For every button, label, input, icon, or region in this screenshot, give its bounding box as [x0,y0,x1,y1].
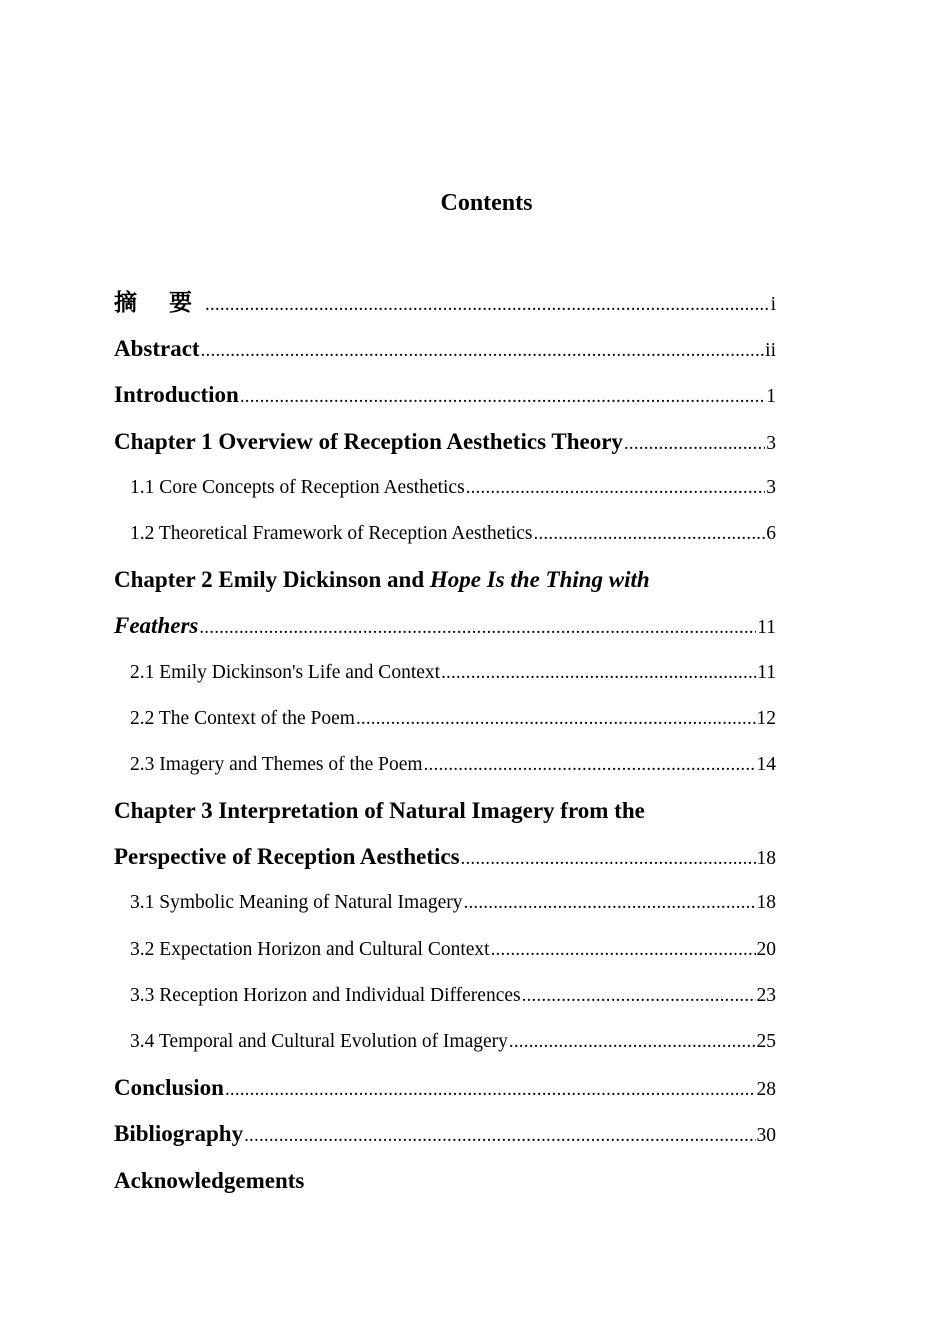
toc-entry-bibliography[interactable] [114,1111,776,1157]
toc-page-number: 25 [756,1031,776,1052]
toc-page-number: 3 [766,432,776,454]
toc-entry-abstract[interactable] [114,326,776,372]
toc-label: Chapter 1 Overview of Reception Aesthetics Theory [114,428,623,454]
dot-leader [199,605,756,649]
dot-leader [534,511,766,557]
toc-label: Chapter 3 Interpretation of Natural Imagery from the [114,798,645,824]
dot-leader [509,1019,756,1065]
toc-page-number: 3 [766,476,776,498]
toc-label: 3.4 Temporal and Cultural Evolution of Imagery [130,1031,508,1052]
page-title: Contents [440,190,533,216]
dot-leader [244,1113,755,1157]
toc-label: 2.1 Emily Dickinson's Life and Context [130,661,441,683]
dot-leader [240,374,765,418]
dot-leader [491,927,756,973]
toc-entry-section-3-3[interactable] [114,973,776,1019]
toc-page-number: 23 [756,984,776,1006]
dot-leader [356,696,756,742]
toc-entry-section-3-1[interactable] [114,880,776,926]
toc-entry-section-2-2[interactable] [114,696,776,742]
dot-leader [201,328,765,372]
toc-label: Conclusion [114,1075,224,1101]
toc-page-number: 6 [766,522,776,544]
toc-entry-introduction[interactable] [114,372,776,418]
toc-page-number: 18 [756,892,776,914]
dot-leader [461,836,756,880]
dot-leader [624,421,765,465]
toc-page-number: 28 [756,1079,776,1101]
toc-label: 1.1 Core Concepts of Reception Aesthetics [130,476,465,498]
toc-page-number: i [770,294,776,315]
toc-label-continued: Perspective of Reception Aesthetics [114,844,460,870]
toc-entry-section-2-1[interactable] [114,650,776,696]
toc-label: Acknowledgements [114,1167,305,1193]
toc-label: Introduction [114,382,239,408]
toc-label: 3.1 Symbolic Meaning of Natural Imagery [130,892,463,914]
dot-leader [522,973,756,1019]
toc-label: 3.3 Reception Horizon and Individual Differences [130,984,521,1006]
dot-leader [441,650,756,696]
toc-label: 1.2 Theoretical Framework of Reception Aesthetics [130,522,533,544]
toc-entry-chapter-1[interactable] [114,419,776,465]
toc-entry-chapter-3-line-1[interactable] [114,788,776,834]
toc-entry-chapter-3[interactable] [114,834,776,880]
toc-entry-section-3-2[interactable] [114,927,776,973]
toc-entry-section-2-3[interactable] [114,742,776,788]
toc-entry-chapter-2[interactable] [114,603,776,649]
toc-label: 2.2 The Context of the Poem [130,707,355,729]
dot-leader [225,1067,756,1111]
toc-page-number: 20 [756,938,776,960]
toc-label-continued [114,603,198,649]
toc-label: Bibliography [114,1121,244,1147]
toc-page-number: 18 [756,848,776,870]
toc-entry-conclusion[interactable] [114,1065,776,1111]
toc-label: Abstract [114,336,200,362]
toc-label: Chapter 2 Emily Dickinson and [114,567,430,593]
toc-entry-acknowledgements[interactable] [114,1158,776,1204]
toc-entry-abstract-cn[interactable] [114,280,776,326]
toc-label-italic: Hope Is the Thing with [429,567,650,593]
toc-page-number: 1 [766,386,776,408]
toc-label: 3.2 Expectation Horizon and Cultural Context [130,938,490,960]
toc-entry-section-3-4[interactable] [114,1019,776,1065]
toc-page-number: 12 [756,707,776,729]
toc-entry-section-1-2[interactable] [114,511,776,557]
dot-leader [424,742,756,788]
dot-leader [205,282,770,326]
toc-label: 2.3 Imagery and Themes of the Poem [130,753,423,775]
toc-entry-chapter-2-line-1[interactable] [114,557,776,603]
toc-entry-section-1-1[interactable] [114,465,776,511]
toc-page-number: 14 [756,753,776,775]
dot-leader [464,880,756,926]
dot-leader [466,465,766,511]
toc-page-number: ii [765,340,776,362]
toc-page-number: 11 [757,661,776,683]
table-of-contents [114,280,776,1204]
toc-page-number: 30 [756,1125,776,1147]
toc-page-number: 11 [757,617,776,639]
toc-label: 摘 要 [114,290,205,316]
toc-label-italic: Feathers [114,613,199,639]
